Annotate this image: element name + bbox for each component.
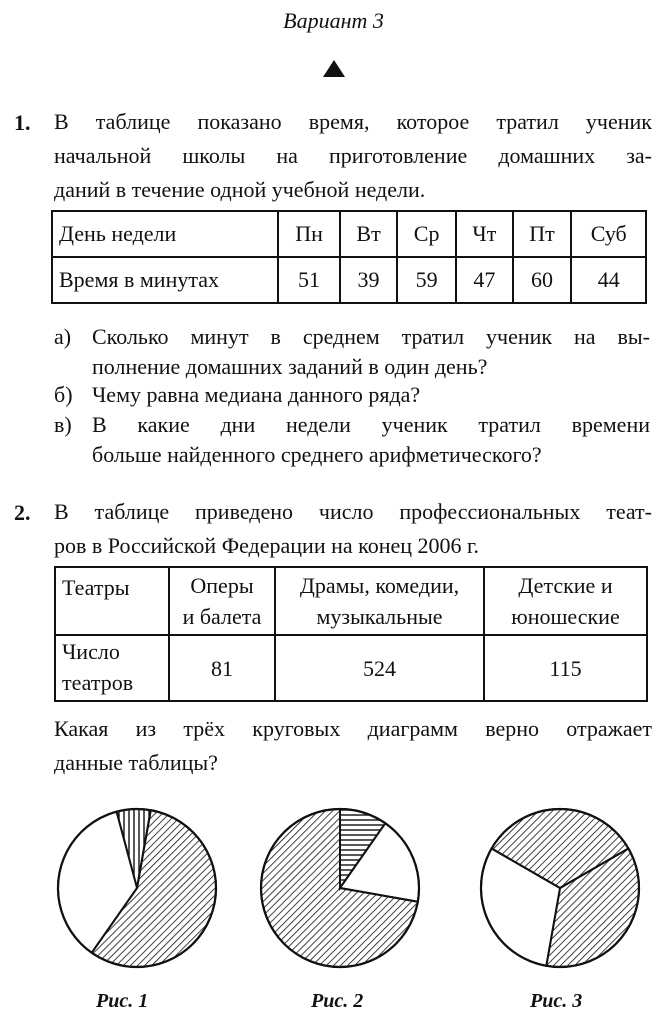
table-header-cell <box>484 567 647 635</box>
value-cell: 115 <box>484 635 647 701</box>
header-line: Драмы, комедии, <box>299 573 460 598</box>
minutes-cell: 60 <box>513 257 572 303</box>
table-row <box>55 567 647 635</box>
variant-title: Вариант 3 <box>283 8 384 33</box>
day-cell: Чт <box>456 211 512 257</box>
pie-chart-fig2 <box>255 803 425 973</box>
minutes-cell: 59 <box>397 257 456 303</box>
table-row <box>55 635 647 701</box>
header-line: музыкальные <box>316 604 443 629</box>
question-line: полнение домашних заданий в один день? <box>92 354 488 379</box>
question-b <box>54 380 652 410</box>
task1-number: 1. <box>14 110 31 135</box>
table-row <box>52 211 646 257</box>
figure-caption: Рис. 2 <box>311 990 364 1012</box>
minutes-cell: 44 <box>571 257 646 303</box>
question-mark: в) <box>54 412 72 437</box>
table-header-cell <box>169 567 275 635</box>
question-line: Сколько минут в среднем тратил ученик на вы- <box>92 324 650 349</box>
task2-text-line: ров в Российской Федерации на конец 2006 г. <box>54 533 480 558</box>
question-line: данные таблицы? <box>54 750 218 775</box>
row-label-line: Число <box>62 639 120 664</box>
header-line: и балета <box>182 604 262 629</box>
task2-text <box>54 495 652 563</box>
table-header-cell: День недели <box>52 211 278 257</box>
question-c <box>54 410 652 470</box>
table-row <box>52 257 646 303</box>
minutes-cell: 39 <box>340 257 397 303</box>
question-line: Чему равна медиана данного ряда? <box>92 382 421 407</box>
task2-question <box>54 712 652 780</box>
theatres-table <box>54 566 648 702</box>
day-cell: Ср <box>397 211 456 257</box>
table-header-cell <box>55 567 169 635</box>
row-label-line: театров <box>62 670 134 695</box>
table-row-label: Время в минутах <box>52 257 278 303</box>
task1-text-line: В таблице показано время, которое тратил ученик <box>54 109 652 134</box>
minutes-cell: 47 <box>456 257 512 303</box>
figure-caption: Рис. 1 <box>96 990 149 1012</box>
question-line: Какая из трёх круговых диаграмм верно отражает <box>54 716 652 741</box>
question-line: В какие дни недели ученик тратил времени <box>92 412 650 437</box>
day-cell: Вт <box>340 211 397 257</box>
task2-number: 2. <box>14 500 31 525</box>
pie-chart-fig3 <box>475 803 645 973</box>
question-mark: б) <box>54 382 73 407</box>
figure-caption: Рис. 3 <box>530 990 583 1012</box>
pie-chart-fig1 <box>52 803 222 973</box>
header-line: юношеские <box>511 604 620 629</box>
day-cell: Пт <box>513 211 572 257</box>
value-cell: 524 <box>275 635 484 701</box>
task1-text-line: даний в течение одной учебной недели. <box>54 177 426 202</box>
table-header-cell <box>275 567 484 635</box>
question-a <box>54 322 652 382</box>
task2-text-line: В таблице приведено число профессиональных теат- <box>54 499 652 524</box>
task1-text-line: начальной школы на приготовление домашних за- <box>54 143 652 168</box>
question-mark: а) <box>54 324 72 349</box>
value-cell: 81 <box>169 635 275 701</box>
triangle-icon <box>323 60 345 77</box>
table-row-label <box>55 635 169 701</box>
minutes-cell: 51 <box>278 257 340 303</box>
day-cell: Пн <box>278 211 340 257</box>
header-line: Театры <box>62 575 130 600</box>
question-line: больше найденного среднего арифметического? <box>92 442 542 467</box>
header-line: Детские и <box>518 573 613 598</box>
day-cell: Суб <box>571 211 646 257</box>
homework-time-table <box>51 210 647 304</box>
header-line: Оперы <box>190 573 254 598</box>
task1-text <box>54 105 652 207</box>
